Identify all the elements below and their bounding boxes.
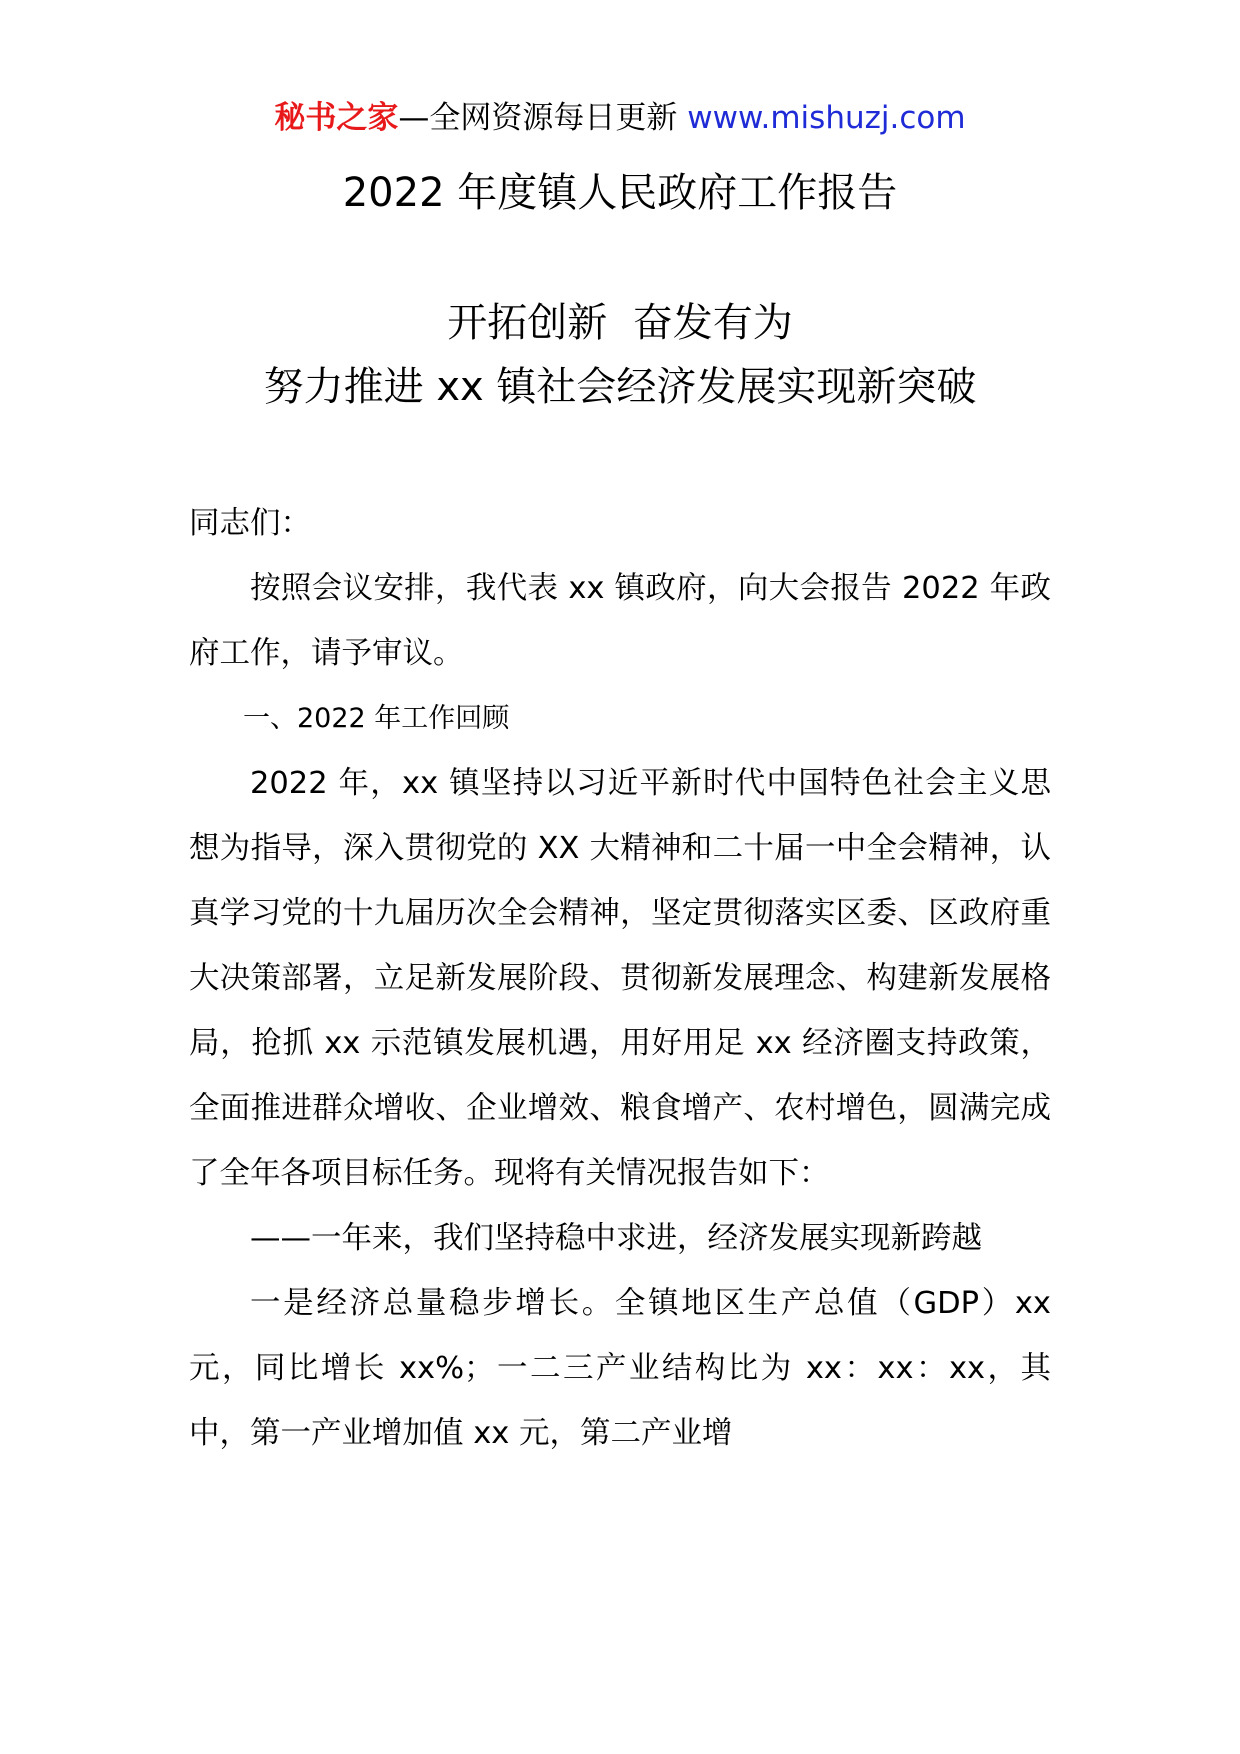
paragraph-economy: 一是经济总量稳步增长。全镇地区生产总值（GDP）xx 元，同比增长 xx%；一二三产业结构比为 xx：xx：xx，其中，第一产业增加值 xx 元，第二产业增 xyxy=(189,1286,1051,1451)
salutation: 同志们： xyxy=(189,506,311,541)
document-title: 2022 年度镇人民政府工作报告 xyxy=(342,170,898,216)
paragraph-intro: 按照会议安排，我代表 xx 镇政府，向大会报告 2022 年政府工作，请予审议。 xyxy=(189,571,1051,671)
watermark-brand: 秘书之家 xyxy=(274,100,399,136)
document-body xyxy=(189,491,1051,1466)
watermark-url: www.mishuzj.com xyxy=(687,100,966,136)
document-subtitle-line2: 努力推进 xx 镇社会经济发展实现新突破 xyxy=(263,364,977,410)
document-subtitle-line1: 开拓创新 奋发有为 xyxy=(447,300,793,346)
paragraph-review: 2022 年，xx 镇坚持以习近平新时代中国特色社会主义思想为指导，深入贯彻党的 XX 大精神和二十届一中全会精神，认真学习党的十九届历次全会精神，坚定贯彻落实区委、区政府重大决策部署，立足新发展阶段、贯彻新发展理念、构建新发展格局，抢抓 xx 示范镇发展机遇，用好用足 xx 经济圈支持政策，全面推进群众增收、企业增效、粮食增产、农村增色，圆满完成了全年各项目标任务。现将有关情况报告如下： xyxy=(189,766,1051,1191)
watermark-slogan: —全网资源每日更新 xyxy=(398,100,678,136)
site-watermark xyxy=(0,98,1240,138)
paragraph-subheading: ——一年来，我们坚持稳中求进，经济发展实现新跨越 xyxy=(250,1221,982,1256)
section-heading: 一、2022 年工作回顾 xyxy=(243,703,510,734)
